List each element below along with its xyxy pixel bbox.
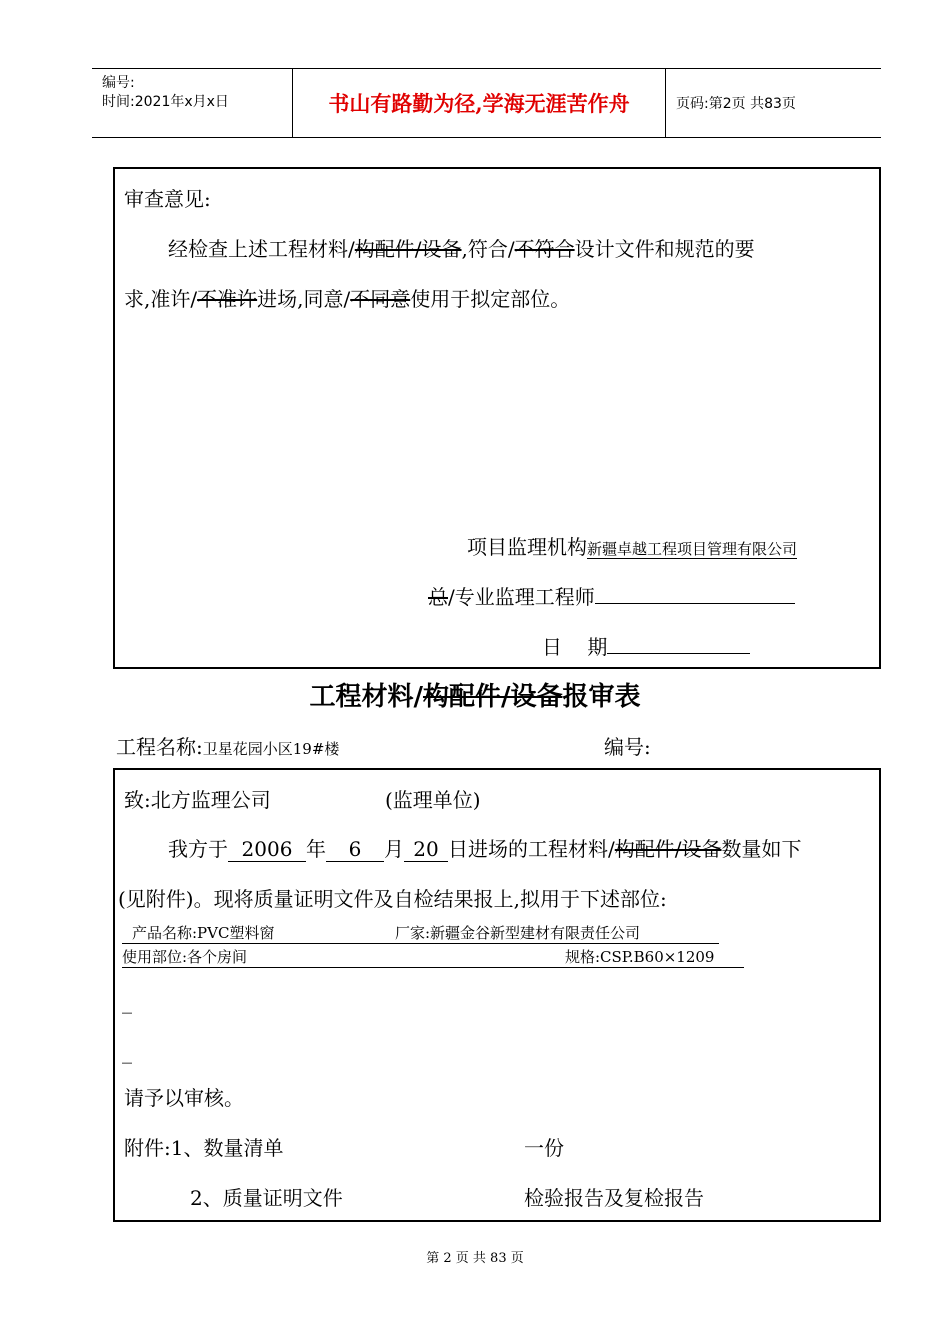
product-line	[122, 922, 719, 944]
entry-date-line: 我方于 2006 年 6 月 20 日进场的工程材料/构配件/设备数量如下	[168, 837, 802, 861]
product-name: 产品名称:PVC塑料窗	[132, 924, 275, 942]
form-number-label: 编号:	[604, 735, 651, 759]
blank-line-2: _	[122, 1040, 132, 1064]
supervision-org-name: 新疆卓越工程项目管理有限公司	[587, 540, 798, 558]
header-motto: 书山有路勤为径,学海无涯苦作舟	[293, 69, 666, 137]
manufacturer: 厂家:新疆金谷新型建材有限责任公司	[395, 924, 641, 942]
header-meta	[92, 69, 293, 137]
page-header	[92, 68, 881, 138]
entry-year: 2006	[228, 837, 306, 862]
review-line-2: 求,准许/不准许进场,同意/不同意使用于拟定部位。	[124, 287, 571, 311]
header-number-label: 编号:	[102, 75, 135, 91]
entry-day: 20	[404, 837, 448, 862]
review-date-blank[interactable]	[607, 632, 750, 654]
page-footer: 第 2 页 共 83 页	[426, 1251, 524, 1266]
entry-month: 6	[326, 837, 384, 862]
supervision-org: 项目监理机构新疆卓越工程项目管理有限公司	[467, 535, 798, 559]
review-label: 审查意见:	[124, 187, 211, 211]
review-line-1: 经检查上述工程材料/构配件/设备,符合/不符合设计文件和规范的要	[168, 237, 755, 261]
project-name: 卫星花园小区19#楼	[202, 740, 340, 758]
product-spec: 规格:CSP.B60×1209	[565, 948, 715, 966]
review-date-line: 日 期	[542, 631, 750, 660]
attachment-2: 2、质量证明文件	[190, 1186, 343, 1210]
usage-location: 使用部位:各个房间	[122, 948, 248, 966]
blank-line-1: _	[122, 990, 132, 1014]
addressee-unit: (监理单位)	[385, 788, 481, 812]
attachment-1-qty: 一份	[524, 1136, 564, 1160]
addressee: 致:北方监理公司	[124, 788, 271, 812]
request-text: 请予以审核。	[124, 1086, 244, 1110]
entry-line-2: (见附件)。现将质量证明文件及自检结果报上,拟用于下述部位:	[118, 887, 667, 911]
form-title: 工程材料/构配件/设备报审表	[309, 682, 641, 712]
engineer-signature-blank[interactable]	[595, 582, 795, 604]
usage-line	[122, 946, 744, 968]
engineer-signature-line: 总/专业监理工程师	[428, 581, 795, 610]
header-time: 时间:2021年x月x日	[102, 94, 229, 110]
attachment-2-value: 检验报告及复检报告	[524, 1186, 704, 1210]
attachment-1: 附件:1、数量清单	[124, 1136, 284, 1160]
project-name-row: 工程名称:卫星花园小区19#楼	[116, 735, 340, 759]
header-page-info: 页码:第2页 共83页	[676, 96, 796, 112]
